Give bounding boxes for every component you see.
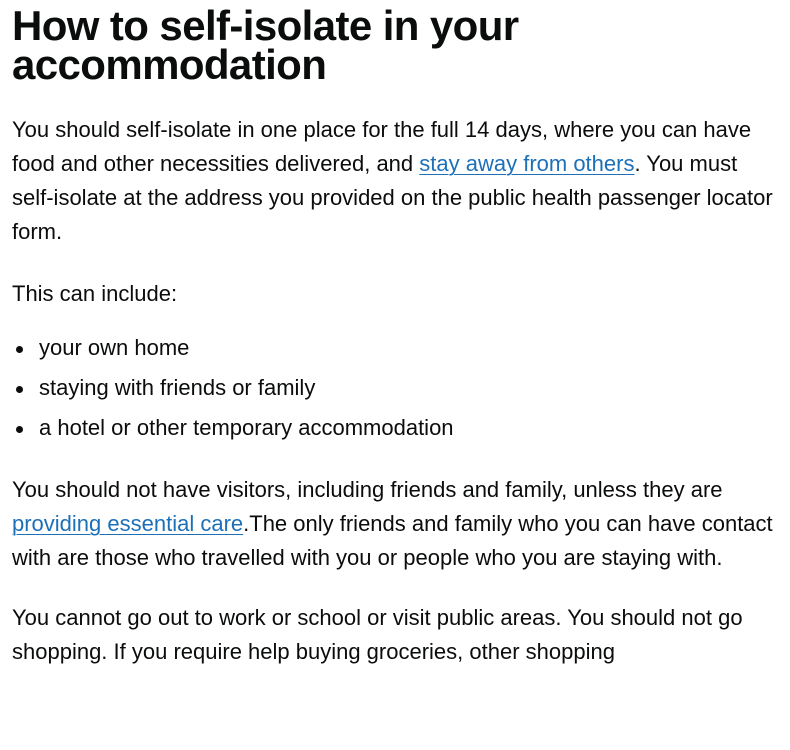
stay-away-from-others-link[interactable]: stay away from others xyxy=(419,151,635,176)
paragraph-text: You should not have visitors, including friends and family, unless they are xyxy=(12,477,723,502)
accommodation-list xyxy=(12,331,778,445)
bottom-cutoff xyxy=(0,742,790,750)
list-item: a hotel or other temporary accommodation xyxy=(12,411,778,445)
paragraph-go-out: You cannot go out to work or school or visit public areas. You should not go shopping. If you require help buying groceries, other shopping xyxy=(12,605,743,664)
paragraph-text: .The only friends and family who you can have contact with are those who travelled with you or people who you are staying with. xyxy=(12,511,773,570)
page-title: How to self-isolate in your accommodation xyxy=(12,2,519,88)
list-item: your own home xyxy=(12,331,778,365)
paragraph-text: . You must self-isolate at the address you provided on the public health passenger locator form. xyxy=(12,151,773,244)
paragraph-self-isolate-place xyxy=(12,113,778,249)
list-item: staying with friends or family xyxy=(12,371,778,405)
paragraph-text: You should self-isolate in one place for the full 14 days, where you can have food and other necessities delivered, and xyxy=(12,117,752,176)
providing-essential-care-link[interactable]: providing essential care xyxy=(12,511,244,536)
paragraph-visitors xyxy=(12,473,778,575)
paragraph-can-include: This can include: xyxy=(12,281,178,306)
